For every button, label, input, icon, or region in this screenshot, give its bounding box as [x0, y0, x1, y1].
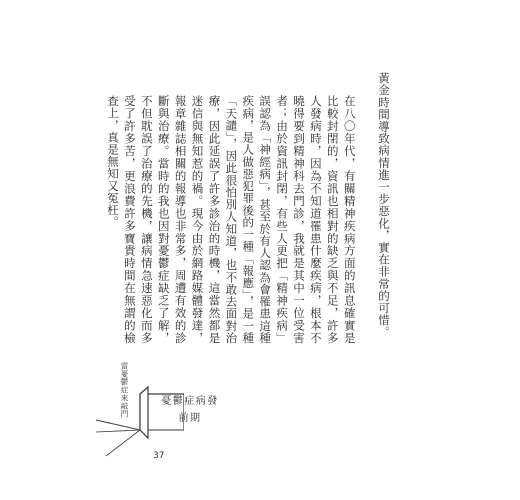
- paragraph-2: 在八〇年代，有關精神疾病方面的訊息確實是比較封閉的，資訊也相對的缺乏與不足，許多人發病時，因為不知道罹患什麼疾病，根本不曉得要到精神科去門診，我就是其中一位受害者；由於資訊封閉，有些人更把「精神疾病」誤認為「神經病」，甚至於有人認為會罹患這種疾病，是人做惡犯罪後的一種「報應」，是一種「天譴」，因此很怕別人知道，也不敢去面對治療，因此延誤了許多診治的時機，這當然都是迷信與無知惹的禍。現今由於網路媒體發達，報章雜誌相關的報導也非常多，周遭有效的診斷與治療。當時的我也因對憂鬱症缺乏了解，不但耽誤了治療的先機，讓病情急速惡化而多受了許多苦，更浪費許多寶貴時間在無謂的檢查上，真是無知又冤枉。: [106, 95, 357, 344]
- chapter-title: [140, 393, 240, 427]
- chapter-title-line1: 憂鬱症病發: [161, 396, 219, 407]
- paragraph-1: 黃金時間導致病情進一步惡化，實在非常的可惜。: [377, 72, 391, 339]
- main-text-block: [104, 72, 392, 344]
- page-number: 37: [153, 451, 165, 461]
- series-title: 當憂鬱症來敲門: [120, 362, 129, 418]
- chapter-title-line2: 前期: [178, 413, 202, 424]
